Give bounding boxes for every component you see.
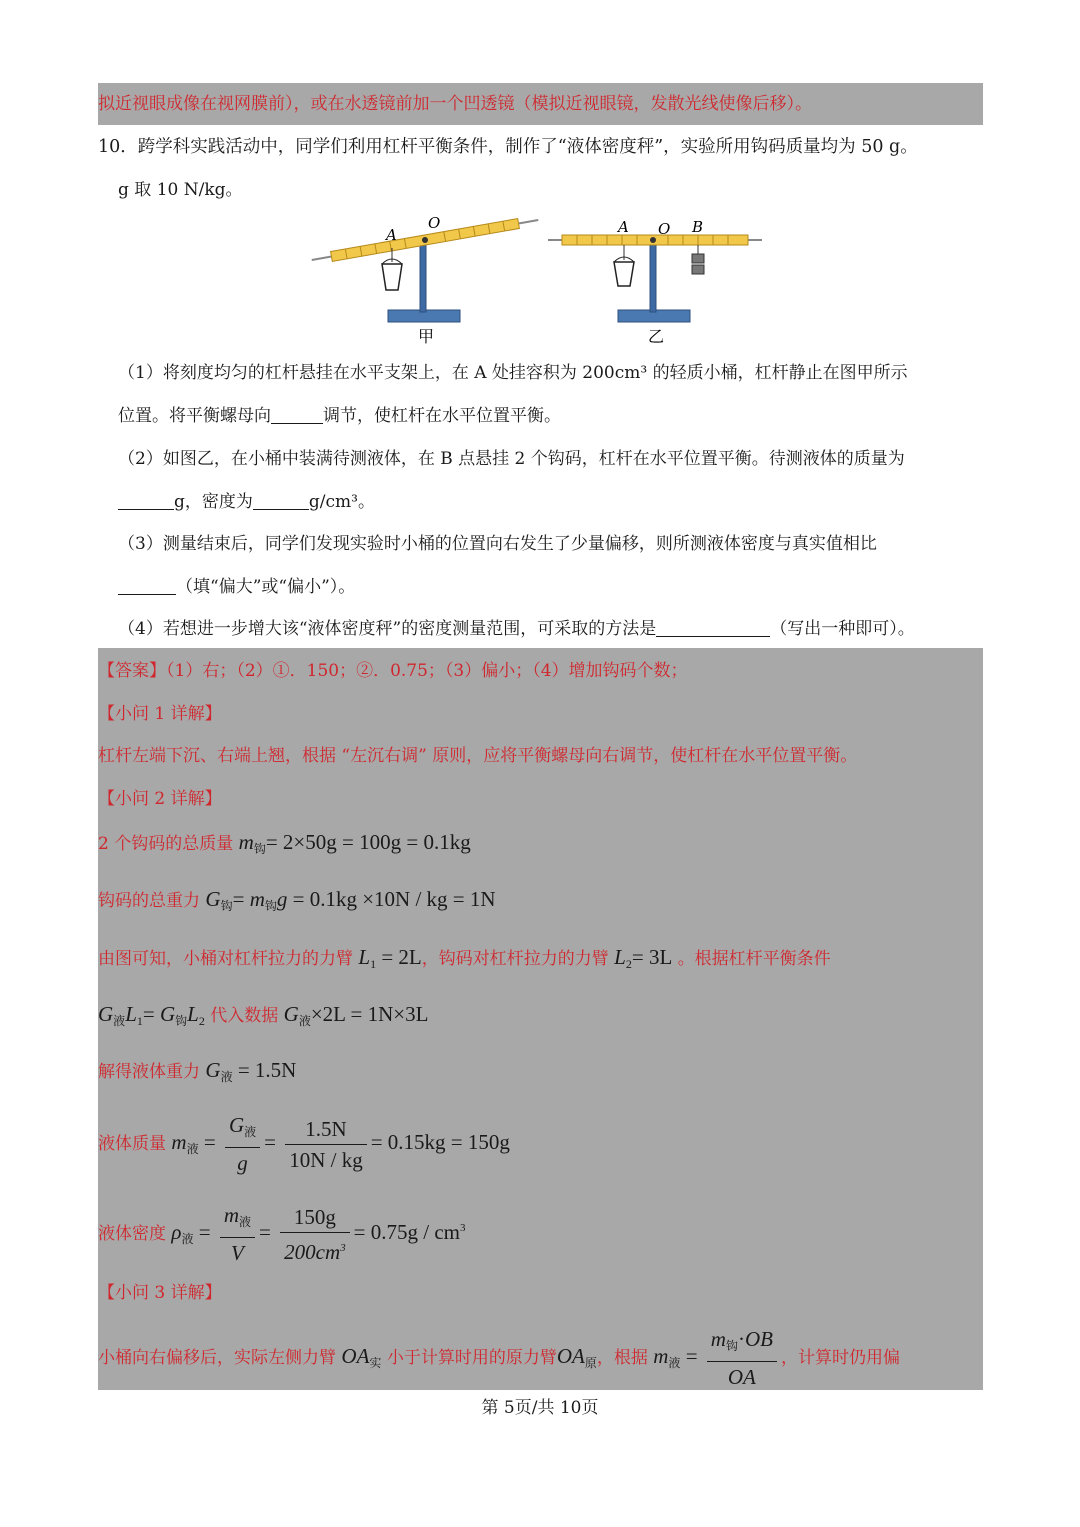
figure-label-a-jia: A: [386, 226, 397, 244]
eq-liquid-density: [98, 1198, 466, 1266]
eq-arms-text1: 由图可知，小桶对杠杆拉力的力臂: [98, 949, 353, 969]
q1-blank: [271, 405, 323, 424]
eq-weight-hooks: [98, 887, 496, 918]
q4-b: （写出一种即可）。: [770, 619, 915, 639]
figure-label-b-yi: B: [692, 218, 704, 236]
frac-g-over-g: $\frac{G_液}{g}$: [225, 1112, 260, 1176]
frac-1-5n-num: 1.5N: [285, 1116, 367, 1145]
detail-q3: [98, 1326, 900, 1390]
detail-q3-d: ，计算时仍用偏: [780, 1348, 900, 1368]
q3-blank: [118, 576, 176, 595]
frac-150g-num: 150g: [280, 1204, 350, 1233]
q2-line2-b: g/cm³。: [308, 492, 375, 512]
heading-q3: 【小问 3 详解】: [98, 1283, 222, 1303]
eq-m-formula: $m_液$ = $\frac{m_钩\cdot OB}{OA}$: [653, 1344, 781, 1368]
lever-jia: [311, 214, 539, 346]
answer-line: 【答案】（1）右；（2）①．150；②．0.75；（3）偏小；（4）增加钩码个数；: [98, 661, 688, 681]
eq-mass-hooks-value: = 2×50g = 100g = 0.1kg: [265, 830, 471, 854]
eq-liquid-mass: [98, 1112, 510, 1176]
eq-liquid-mass-text: 液体质量: [98, 1134, 166, 1154]
eq-arm-l1: $L_1 = 2L$: [358, 945, 422, 971]
detail-q1: 杠杆左端下沉、右端上翘，根据 “左沉右调” 原则，应将平衡螺母向右调节，使杠杆在水平位置平衡。: [98, 746, 858, 766]
eq-arms: [98, 945, 831, 976]
q1-line2-b: 调节，使杠杆在水平位置平衡。: [323, 406, 561, 426]
q4-a: （4）若想进一步增大该“液体密度秤”的密度测量范围，可采取的方法是: [118, 619, 657, 639]
eq-arm-l2: $L_2= 3L$: [614, 945, 673, 971]
eq-arm-l1-value: = 2L: [381, 945, 422, 969]
eq-weight-hooks-label: 钩码的总重力: [98, 891, 200, 911]
q3-line1: （3）测量结束后，同学们发现实验时小桶的位置向右发生了少量偏移，则所测液体密度与真实值相比: [118, 534, 877, 554]
q4-blank: [656, 618, 770, 637]
eq-liquid-weight: [98, 1058, 296, 1089]
lever-figure: [310, 210, 780, 350]
figure-label-a-yi: A: [618, 218, 629, 236]
eq-mass-hooks-label: 2 个钩码的总质量: [98, 834, 234, 854]
eq-liquid-density-result: = 0.75g / cm: [353, 1220, 460, 1244]
q2-line2-a: g，密度为: [174, 492, 253, 512]
eq-mass-hooks: [98, 830, 471, 861]
eq-balance-law: $G_液L_1= G_钩L_2$: [98, 1002, 205, 1028]
heading-q2: 【小问 2 详解】: [98, 789, 222, 809]
eq-liquid-density-expr: $\rho_液$ = $\frac{m_液}{V}$ = $\frac{150g}{200cm^3}$ = $0.75g / cm^3$: [171, 1203, 466, 1266]
frac-ob-over-oa: $\frac{m_钩\cdot OB}{OA}$: [707, 1326, 777, 1390]
detail-q3-c: ，根据: [596, 1348, 648, 1368]
frac-150g-den: 200cm: [284, 1239, 341, 1264]
eq-balance-sub: $G_液\times 2L = 1N\times 3L$: [283, 1002, 429, 1028]
q2-blank-mass: [118, 491, 174, 510]
q3-line2-text: （填“偏大”或“偏小”）。: [176, 577, 356, 597]
eq-arm-l2-value: = 3L: [631, 945, 673, 969]
eq-liquid-density-text: 液体密度: [98, 1224, 166, 1244]
eq-weight-hooks-value: = 0.1kg ×10N / kg = 1N: [292, 887, 496, 911]
eq-arms-text3: 。根据杠杆平衡条件: [677, 949, 831, 969]
eq-liquid-weight-value: = 1.5N: [237, 1058, 297, 1082]
eq-balance-text: 代入数据: [210, 1006, 279, 1026]
q1-line1: （1）将刻度均匀的杠杆悬挂在水平支架上，在 A 处挂容积为 200cm³ 的轻质小桶，杠杆静止在图甲所示: [118, 363, 908, 383]
eq-liquid-weight-expr: $G_液 = 1.5N$: [205, 1058, 297, 1084]
frac-1-5n-den: 10N / kg: [289, 1147, 363, 1172]
figure-caption-yi: 乙: [648, 327, 665, 346]
detail-q3-a: 小桶向右偏移后，实际左侧力臂: [98, 1348, 336, 1368]
frac-m-over-v: $\frac{m_液}{V}$: [220, 1202, 255, 1266]
q2-blank-density: [253, 491, 309, 510]
eq-liquid-mass-result: = 0.15kg = 150g: [370, 1130, 510, 1154]
question-stem-line1: 10．跨学科实践活动中，同学们利用杠杆平衡条件，制作了“液体密度秤”，实验所用钩码质量均为 50 g。: [98, 137, 918, 157]
question-stem-line2: g 取 10 N/kg。: [118, 180, 243, 200]
eq-mass-hooks-expr: $m_钩= 2\times 50g = 100g = 0.1kg$: [238, 830, 471, 856]
figure-caption-jia: 甲: [418, 327, 435, 346]
q2-line1: （2）如图乙，在小桶中装满待测液体，在 B 点悬挂 2 个钩码，杠杆在水平位置平衡。待测液体的质量为: [118, 449, 905, 469]
eq-weight-hooks-expr: $G_钩= m_钩g = 0.1kg \times 10N$ / kg = 1N: [205, 887, 496, 913]
page-footer: 第 5页/共 10页: [481, 1398, 599, 1418]
eq-liquid-mass-expr: $m_液$ = $\frac{G_液}{g}$ = $\frac{1.5N}{10N / kg}$ = 0.15kg = 150g: [171, 1113, 510, 1176]
eq-arms-text2: ，钩码对杠杆拉力的力臂: [421, 949, 609, 969]
frac-m-over-v-den: V: [231, 1241, 244, 1266]
frac-1-5n: [285, 1116, 367, 1173]
q1-line2-a: 位置。将平衡螺母向: [118, 406, 271, 426]
q4-line: [118, 617, 915, 641]
q2-line2: [118, 490, 375, 514]
frac-150g: $\frac{150g}{200cm^3}$: [280, 1204, 350, 1265]
heading-q1: 【小问 1 详解】: [98, 704, 222, 724]
lever-yi: [548, 218, 762, 346]
eq-balance: [98, 1002, 428, 1033]
detail-q3-b: 小于计算时用的原力臂: [386, 1348, 557, 1368]
q3-line2: [118, 575, 355, 599]
oa-original: $OA_原$: [556, 1344, 597, 1370]
q1-line2: [118, 404, 561, 428]
top-band-text: 拟近视眼成像在视网膜前），或在水透镜前加一个凹透镜（模拟近视眼镜，发散光线使像后移）。: [98, 94, 812, 114]
eq-liquid-weight-text: 解得液体重力: [98, 1062, 200, 1082]
figure-label-o-yi: O: [658, 220, 671, 238]
figure-label-o-jia: O: [428, 214, 441, 232]
oa-actual: $OA_实$: [341, 1344, 382, 1370]
eq-balance-sub-value: ×2L = 1N×3L: [310, 1002, 429, 1026]
